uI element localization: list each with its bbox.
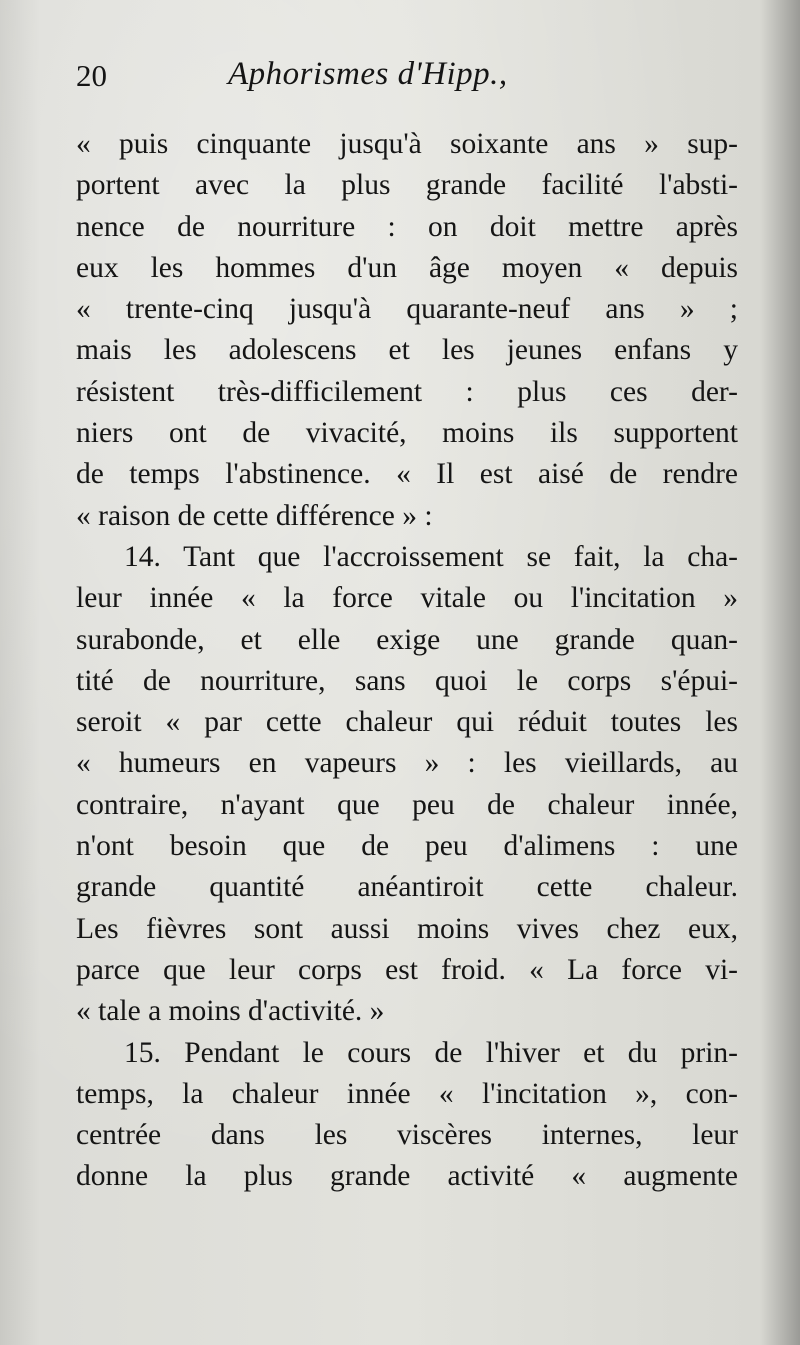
- text-line: contraire, n'ayant que peu de chaleur innée,: [76, 788, 738, 821]
- text-line: « raison de cette différence » :: [76, 499, 433, 532]
- text-line: tité de nourriture, sans quoi le corps s'épui-: [76, 664, 738, 697]
- aphorism-15-start: 15. Pendant le cours de l'hiver et du prin-: [124, 1036, 738, 1069]
- text-line: grande quantité anéantiroit cette chaleur.: [76, 871, 738, 904]
- text-line: parce que leur corps est froid. « La force vi-: [76, 953, 738, 986]
- text-line: temps, la chaleur innée « l'incitation », con-: [76, 1077, 738, 1110]
- body-text: [76, 124, 738, 1198]
- text-line: niers ont de vivacité, moins ils supportent: [76, 417, 738, 450]
- text-line: nence de nourriture : on doit mettre après: [76, 210, 738, 243]
- text-line: résistent très-difficilement : plus ces der-: [76, 375, 738, 408]
- text-line: « tale a moins d'activité. »: [76, 995, 385, 1028]
- page-number: 20: [76, 58, 107, 93]
- text-line: de temps l'abstinence. « Il est aisé de rendre: [76, 458, 738, 491]
- text-line: donne la plus grande activité « augmente: [76, 1160, 738, 1193]
- text-line: mais les adolescens et les jeunes enfans y: [76, 334, 738, 367]
- text-line: surabonde, et elle exige une grande quan-: [76, 623, 738, 656]
- page-header: [76, 58, 736, 108]
- text-line: seroit « par cette chaleur qui réduit toutes les: [76, 706, 738, 739]
- text-line: Les fièvres sont aussi moins vives chez eux,: [76, 912, 738, 945]
- text-line: leur innée « la force vitale ou l'incitation »: [76, 582, 738, 615]
- text-line: « puis cinquante jusqu'à soixante ans » sup-: [76, 128, 738, 160]
- text-line: « trente-cinq jusqu'à quarante-neuf ans » ;: [76, 293, 738, 326]
- aphorism-14-start: 14. Tant que l'accroissement se fait, la cha-: [124, 540, 738, 573]
- text-line: eux les hommes d'un âge moyen « depuis: [76, 251, 738, 284]
- text-line: centrée dans les viscères internes, leur: [76, 1119, 738, 1152]
- text-line: portent avec la plus grande facilité l'absti-: [76, 169, 738, 202]
- text-line: n'ont besoin que de peu d'alimens : une: [76, 830, 738, 863]
- running-title: Aphorismes d'Hipp.,: [228, 56, 508, 92]
- text-line: « humeurs en vapeurs » : les vieillards, au: [76, 747, 738, 780]
